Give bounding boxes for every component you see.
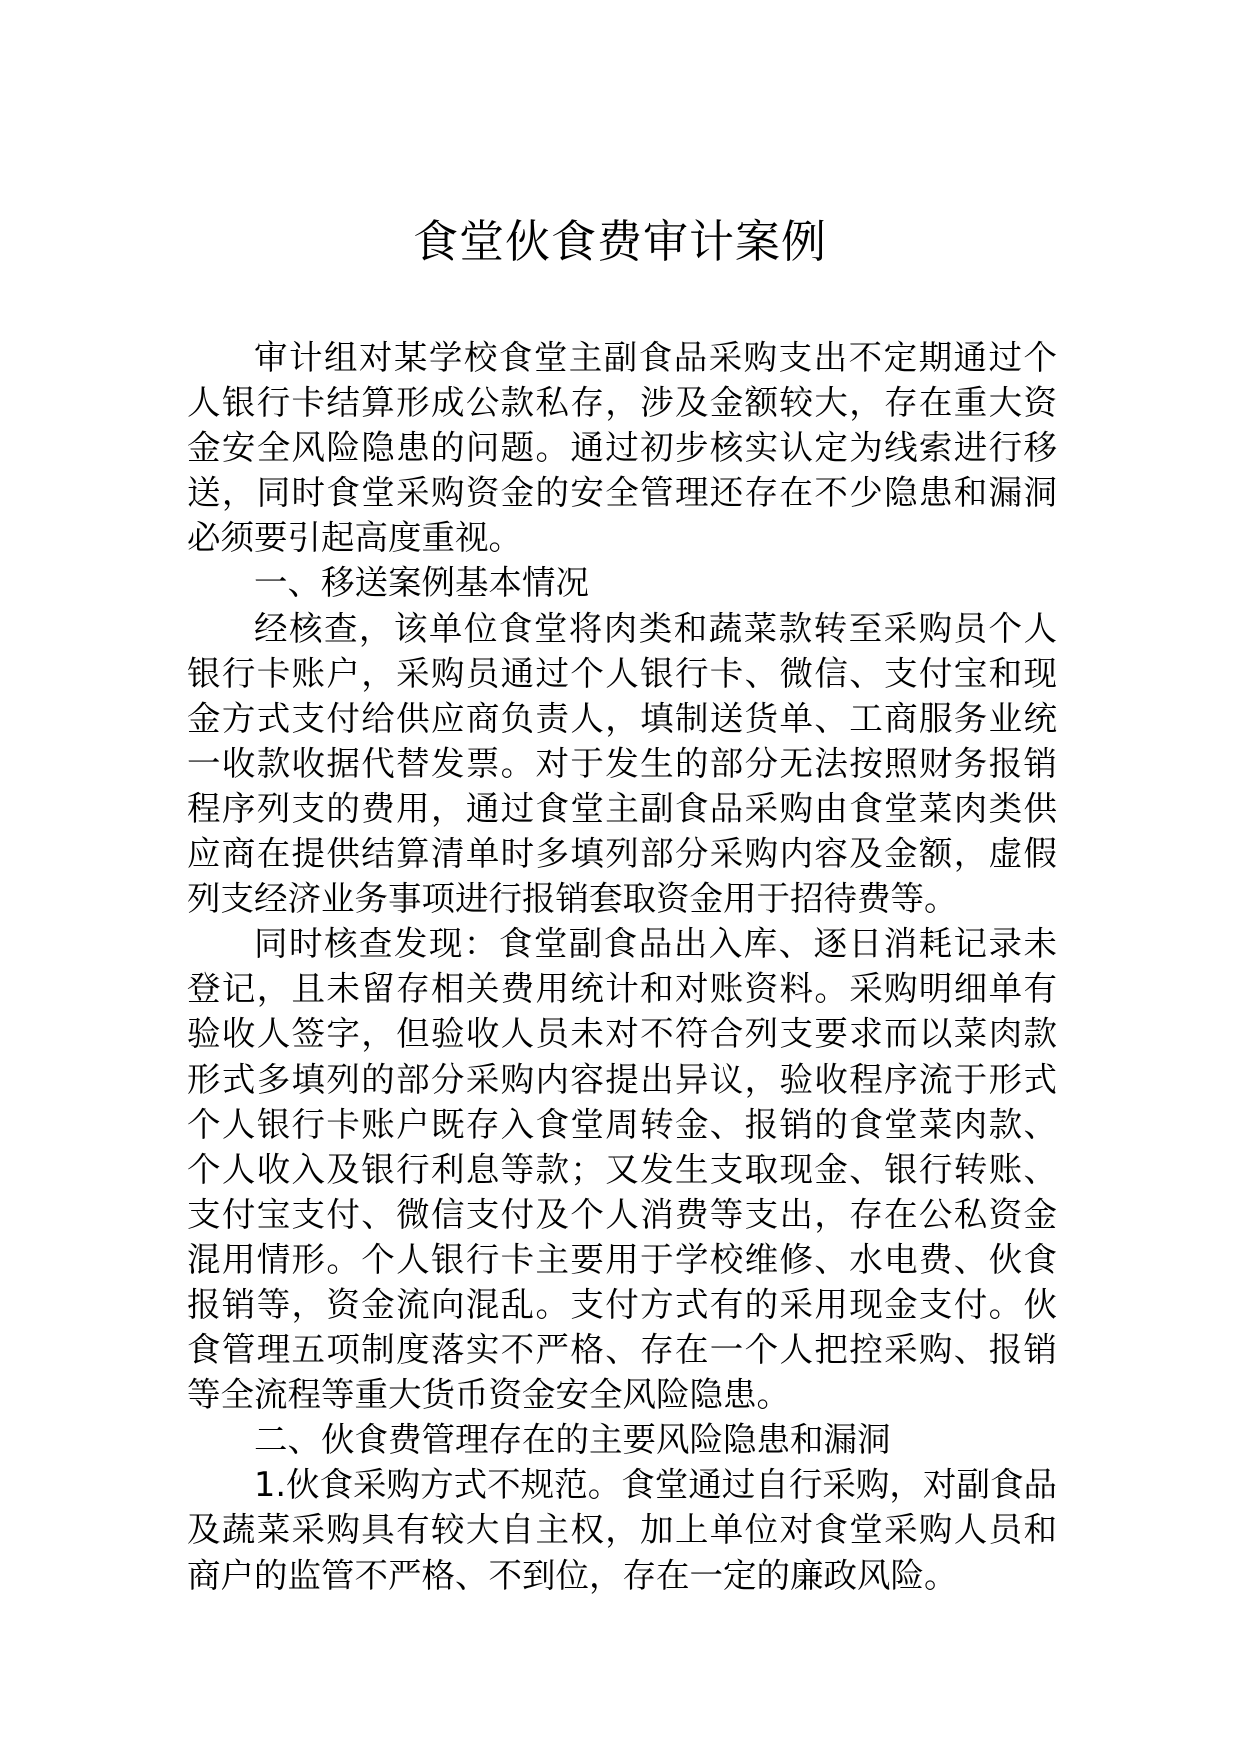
section-heading-2: 二、伙食费管理存在的主要风险隐患和漏洞	[254, 1420, 891, 1460]
paragraph-verification: 同时核查发现：食堂副食品出入库、逐日消耗记录未登记，且未留存相关费用统计和对账资料。采购明细单有验收人签字，但验收人员未对不符合列支要求而以菜肉款形式多填列的部分采购内容提出异议，验收程序流于形式个人银行卡账户既存入食堂周转金、报销的食堂菜肉款、个人收入及银行利息等款；又发生支取现金、银行转账、支付宝支付、微信支付及个人消费等支出，存在公私资金混用情形。个人银行卡主要用于学校维修、水电费、伙食报销等，资金流向混乱。支付方式有的采用现金支付。伙食管理五项制度落实不严格、存在一个人把控采购、报销等全流程等重大货币资金安全风险隐患。	[187, 924, 1057, 1415]
section-heading-1: 一、移送案例基本情况	[254, 563, 589, 603]
document-title: 食堂伙食费审计案例	[412, 215, 827, 268]
paragraph-intro: 审计组对某学校食堂主副食品采购支出不定期通过个人银行卡结算形成公款私存，涉及金额较大，存在重大资金安全风险隐患的问题。通过初步核实认定为线索进行移送，同时食堂采购资金的安全管理还存在不少隐患和漏洞必须要引起高度重视。	[187, 338, 1057, 558]
document-body	[187, 335, 1057, 1598]
paragraph-risk-1: 1.伙食采购方式不规范。食堂通过自行采购，对副食品及蔬菜采购具有较大自主权，加上单位对食堂采购人员和商户的监管不严格、不到位，存在一定的廉政风险。	[187, 1465, 1057, 1595]
paragraph-findings: 经核查，该单位食堂将肉类和蔬菜款转至采购员个人银行卡账户，采购员通过个人银行卡、微信、支付宝和现金方式支付给供应商负责人，填制送货单、工商服务业统一收款收据代替发票。对于发生的部分无法按照财务报销程序列支的费用，通过食堂主副食品采购由食堂菜肉类供应商在提供结算清单时多填列部分采购内容及金额，虚假列支经济业务事项进行报销套取资金用于招待费等。	[187, 608, 1057, 919]
